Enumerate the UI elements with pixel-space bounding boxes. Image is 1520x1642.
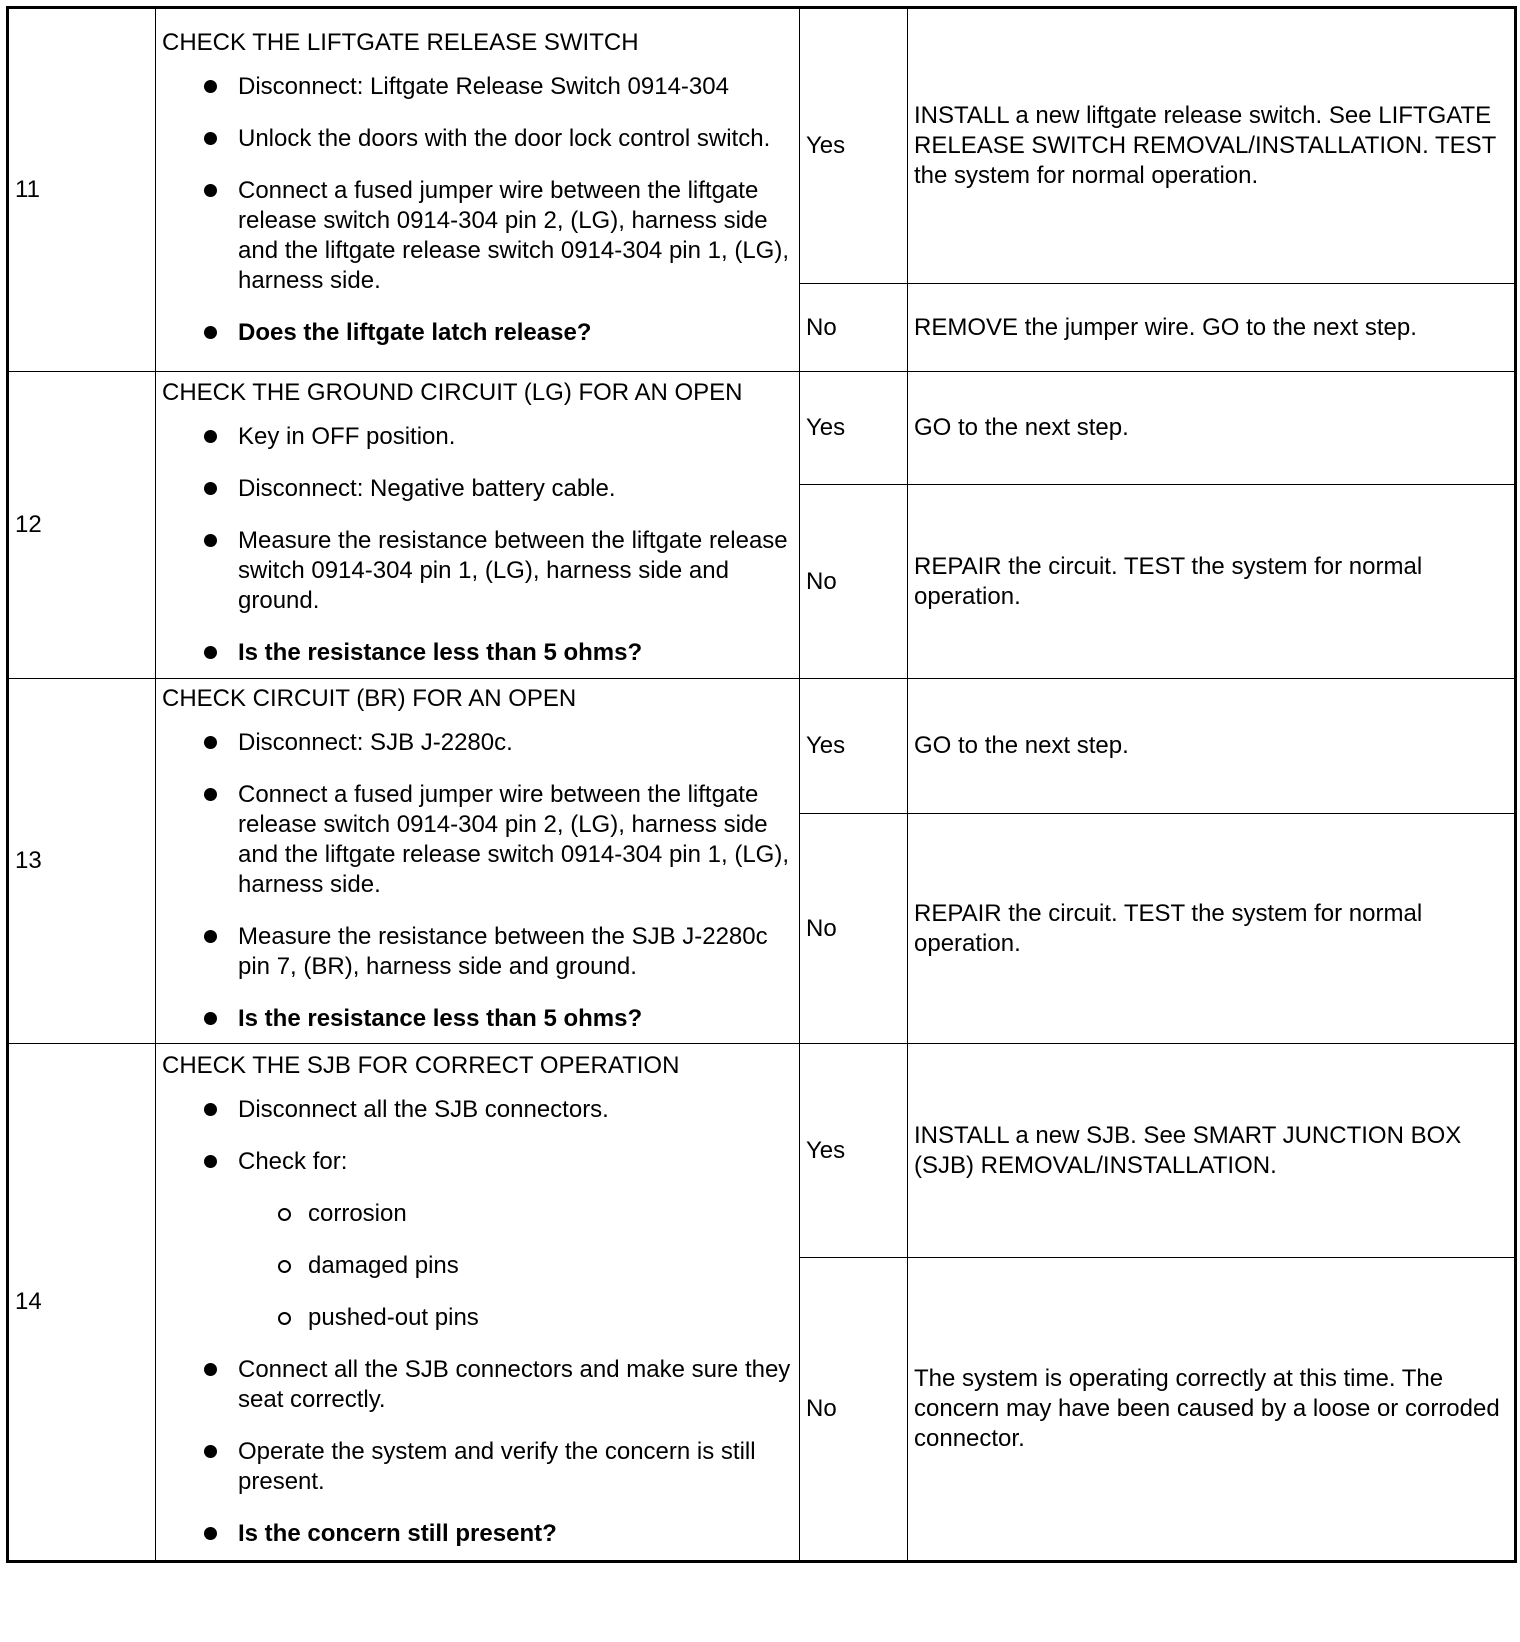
step-number: 13 xyxy=(8,679,156,1044)
table-row xyxy=(8,8,1516,284)
bullet-item: Connect a fused jumper wire between the liftgate release switch 0914-304 pin 2, (LG), harness side and the liftgate release switch 0914-304 pin 1, (LG), harness side. xyxy=(204,780,793,900)
result-no: No xyxy=(800,1258,908,1562)
step-number: 11 xyxy=(8,8,156,372)
result-no: No xyxy=(800,485,908,679)
action-yes: INSTALL a new liftgate release switch. See LIFTGATE RELEASE SWITCH REMOVAL/INSTALLATION. TEST the system for normal operation. xyxy=(908,8,1516,284)
action-no: The system is operating correctly at this time. The concern may have been caused by a loose or corroded connector. xyxy=(908,1258,1516,1562)
bullet-item: Disconnect: Liftgate Release Switch 0914-304 xyxy=(204,72,793,102)
diagnostic-table xyxy=(6,6,1517,1563)
bullet-item: Unlock the doors with the door lock control switch. xyxy=(204,124,793,154)
bullet-item: Connect a fused jumper wire between the liftgate release switch 0914-304 pin 2, (LG), harness side and the liftgate release switch 0914-304 pin 1, (LG), harness side. xyxy=(204,176,793,296)
result-yes: Yes xyxy=(800,8,908,284)
test-title: CHECK THE GROUND CIRCUIT (LG) FOR AN OPEN xyxy=(162,379,743,406)
table-row xyxy=(8,372,1516,485)
test-question: Is the concern still present? xyxy=(204,1519,793,1549)
table-row xyxy=(8,1044,1516,1258)
action-yes: GO to the next step. xyxy=(908,372,1516,485)
result-no: No xyxy=(800,284,908,372)
action-no: REPAIR the circuit. TEST the system for normal operation. xyxy=(908,485,1516,679)
result-yes: Yes xyxy=(800,372,908,485)
action-yes: INSTALL a new SJB. See SMART JUNCTION BOX (SJB) REMOVAL/INSTALLATION. xyxy=(908,1044,1516,1258)
bullet-text: Check for: xyxy=(238,1148,348,1175)
test-question: Is the resistance less than 5 ohms? xyxy=(204,638,793,668)
test-title: CHECK THE SJB FOR CORRECT OPERATION xyxy=(162,1052,680,1079)
result-yes: Yes xyxy=(800,1044,908,1258)
step-number: 14 xyxy=(8,1044,156,1562)
sub-bullet-item: corrosion xyxy=(278,1199,793,1229)
result-yes: Yes xyxy=(800,679,908,814)
test-cell xyxy=(156,8,800,372)
bullet-list xyxy=(162,72,793,348)
bullet-item: Disconnect all the SJB connectors. xyxy=(204,1095,793,1125)
bullet-list xyxy=(162,422,793,668)
bullet-item: Disconnect: Negative battery cable. xyxy=(204,474,793,504)
sub-bullet-item: pushed-out pins xyxy=(278,1303,793,1333)
test-question: Is the resistance less than 5 ohms? xyxy=(204,1004,793,1034)
test-question: Does the liftgate latch release? xyxy=(204,318,793,348)
table-row xyxy=(8,679,1516,814)
bullet-item: Measure the resistance between the liftgate release switch 0914-304 pin 1, (LG), harness side and ground. xyxy=(204,526,793,616)
sub-bullet-list xyxy=(238,1199,793,1333)
bullet-item: Measure the resistance between the SJB J-2280c pin 7, (BR), harness side and ground. xyxy=(204,922,793,982)
test-title: CHECK CIRCUIT (BR) FOR AN OPEN xyxy=(162,685,577,712)
step-number: 12 xyxy=(8,372,156,679)
sub-bullet-item: damaged pins xyxy=(278,1251,793,1281)
test-cell xyxy=(156,1044,800,1562)
test-title: CHECK THE LIFTGATE RELEASE SWITCH xyxy=(162,29,639,56)
action-no: REPAIR the circuit. TEST the system for normal operation. xyxy=(908,814,1516,1044)
bullet-item: Connect all the SJB connectors and make sure they seat correctly. xyxy=(204,1355,793,1415)
test-cell xyxy=(156,372,800,679)
bullet-item: Disconnect: SJB J-2280c. xyxy=(204,728,793,758)
bullet-list xyxy=(162,1095,793,1549)
bullet-item: Key in OFF position. xyxy=(204,422,793,452)
test-cell xyxy=(156,679,800,1044)
bullet-item xyxy=(204,1147,793,1333)
bullet-item: Operate the system and verify the concern is still present. xyxy=(204,1437,793,1497)
result-no: No xyxy=(800,814,908,1044)
action-no: REMOVE the jumper wire. GO to the next step. xyxy=(908,284,1516,372)
action-yes: GO to the next step. xyxy=(908,679,1516,814)
bullet-list xyxy=(162,728,793,1034)
